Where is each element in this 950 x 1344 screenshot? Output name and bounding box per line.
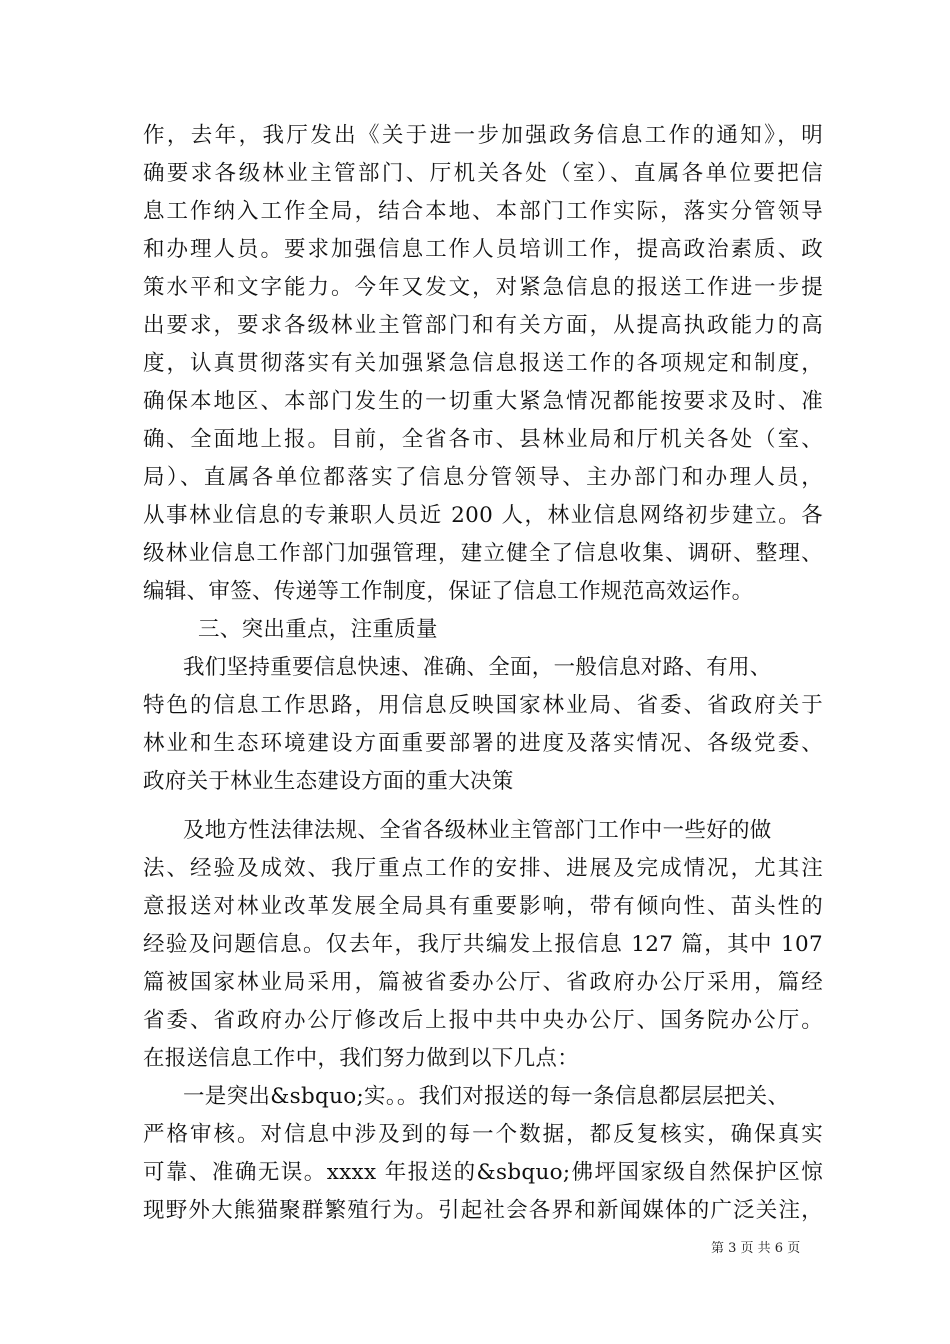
text-line: 现野外大熊猫聚群繁殖行为。引起社会各界和新闻媒体的广泛关注， [143,1198,823,1223]
text-line: 策水平和文字能力。今年又发文，对紧急信息的报送工作进一步提 [143,275,823,300]
text-line: 意报送对林业改革发展全局具有重要影响，带有倾向性、苗头性的 [143,894,823,919]
text-line: 级林业信息工作部门加强管理，建立健全了信息收集、调研、整理、 [143,541,823,566]
text-line: 可靠、准确无误。xxxx 年报送的&sbquo;佛坪国家级自然保护区惊 [143,1160,823,1185]
text-line: 经验及问题信息。仅去年，我厅共编发上报信息 127 篇，其中 107 [143,932,823,957]
paragraph-gap [143,801,823,812]
text-line: 度，认真贯彻落实有关加强紧急信息报送工作的各项规定和制度， [143,351,823,376]
text-line: 一是突出&sbquo;实。。我们对报送的每一条信息都层层把关、 [183,1084,790,1109]
text-line: 特色的信息工作思路，用信息反映国家林业局、省委、省政府关于 [143,693,823,718]
text-line: 我们坚持重要信息快速、准确、全面，一般信息对路、有用、 [183,655,772,680]
text-line: 编辑、审签、传递等工作制度，保证了信息工作规范高效运作。 [143,579,754,604]
page-number: 第 3 页 共 6 页 [711,1241,801,1256]
text-line: 从事林业信息的专兼职人员近 200 人，林业信息网络初步建立。各 [143,503,823,528]
text-line: 篇被国家林业局采用，篇被省委办公厅、省政府办公厅采用，篇经 [143,970,823,995]
text-line: 省委、省政府办公厅修改后上报中共中央办公厅、国务院办公厅。 [143,1008,823,1033]
text-line: 出要求，要求各级林业主管部门和有关方面，从提高执政能力的高 [143,313,823,338]
document-body [143,117,823,1230]
text-line: 局）、直属各单位都落实了信息分管领导、主办部门和办理人员， [143,465,823,490]
text-line: 在报送信息工作中，我们努力做到以下几点： [143,1046,580,1071]
text-line: 确、全面地上报。目前，全省各市、县林业局和厅机关各处（室、 [143,427,823,452]
text-line: 作，去年，我厅发出《关于进一步加强政务信息工作的通知》，明 [143,123,823,148]
section-heading: 三、突出重点，注重质量 [198,617,438,642]
text-line: 林业和生态环境建设方面重要部署的进度及落实情况、各级党委、 [143,731,823,756]
text-line: 法、经验及成效、我厅重点工作的安排、进展及完成情况，尤其注 [143,856,823,881]
text-line: 息工作纳入工作全局，结合本地、本部门工作实际，落实分管领导 [143,199,823,224]
text-line: 确保本地区、本部门发生的一切重大紧急情况都能按要求及时、准 [143,389,823,414]
text-line: 严格审核。对信息中涉及到的每一个数据，都反复核实，确保真实 [143,1122,823,1147]
text-line: 和办理人员。要求加强信息工作人员培训工作，提高政治素质、政 [143,237,823,262]
text-line: 政府关于林业生态建设方面的重大决策 [143,769,514,794]
text-line: 及地方性法律法规、全省各级林业主管部门工作中一些好的做 [183,818,772,843]
text-line: 确要求各级林业主管部门、厅机关各处（室）、直属各单位要把信 [143,161,823,186]
